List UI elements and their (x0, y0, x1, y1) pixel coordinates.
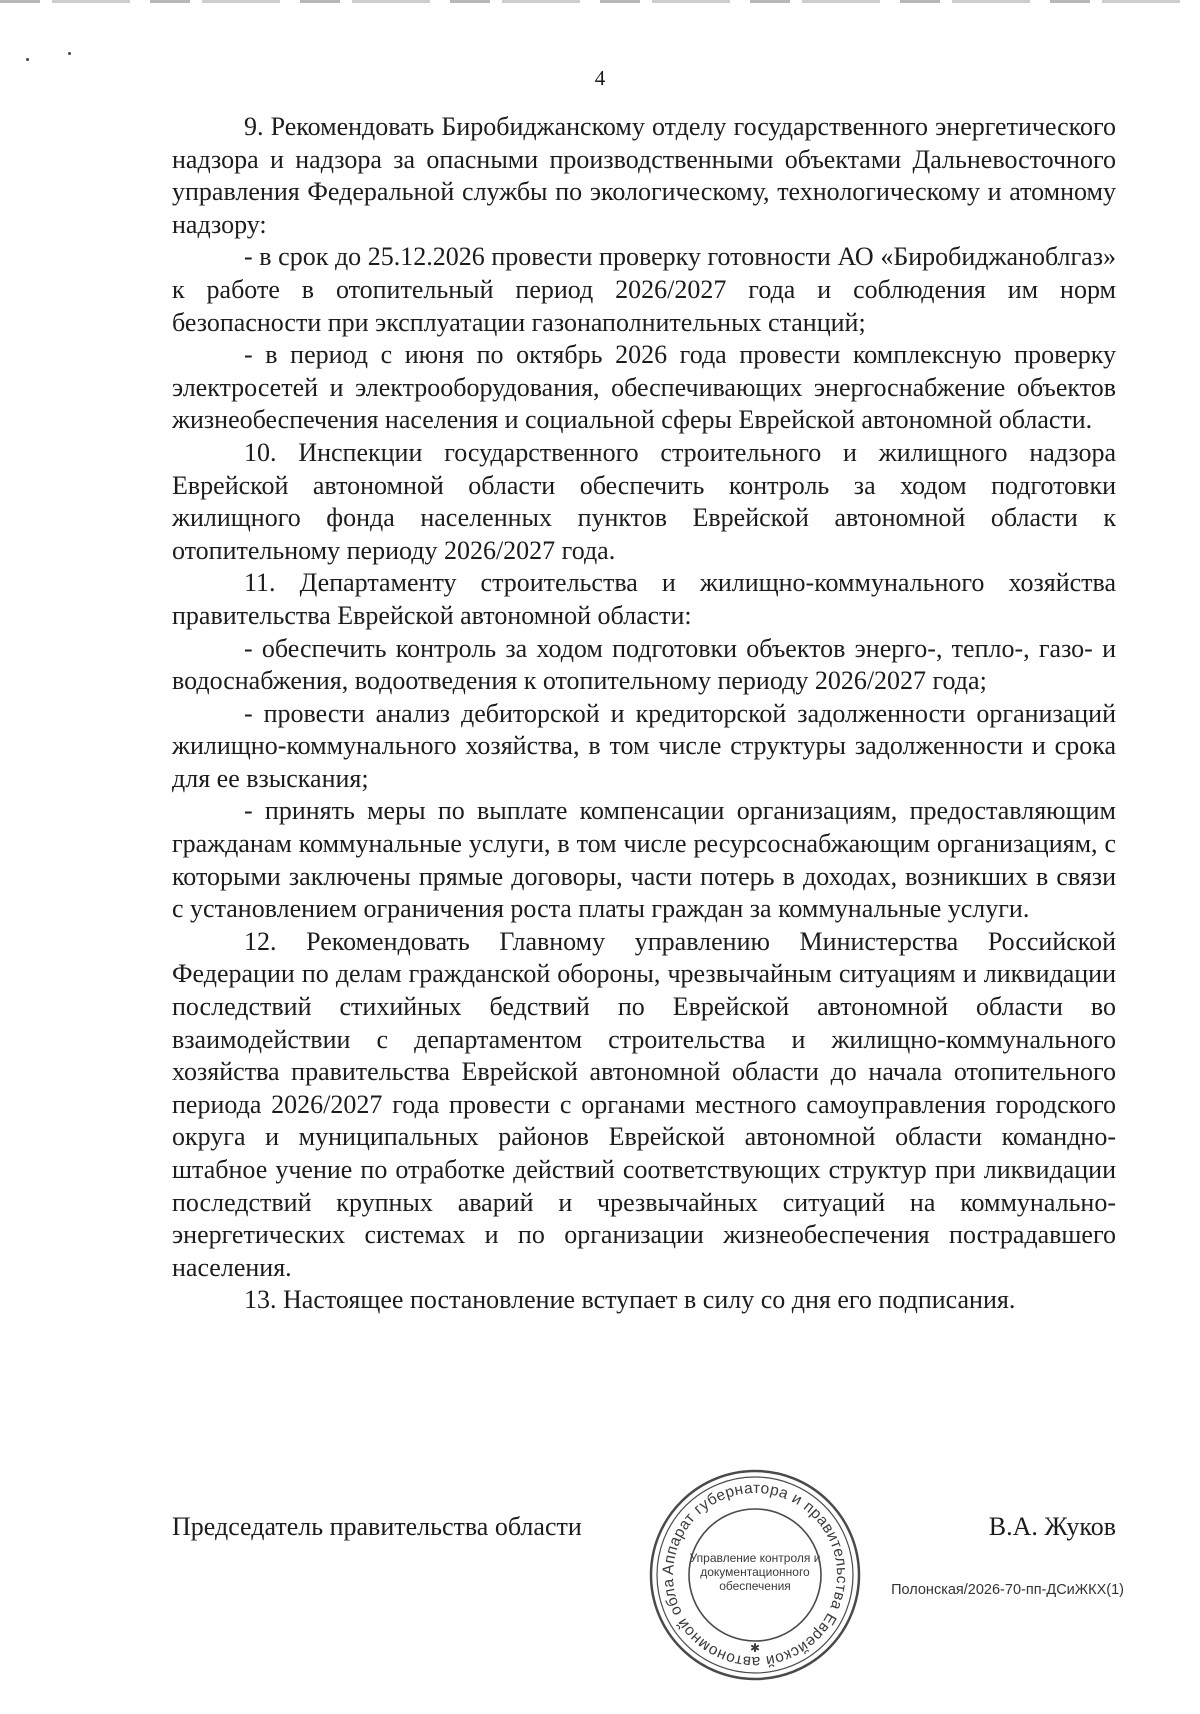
paragraph-9: 9. Рекомендовать Биробиджанскому отделу государственного энергетического надзора и надзора за опасными производственными объектами Дальневосточного управления Федеральной службы по экологическому, технологическому и атомному надзору: (172, 112, 1116, 239)
signatory-name: В.А. Жуков (988, 1512, 1116, 1541)
paragraph-10: 10. Инспекции государственного строительного и жилищного надзора Еврейской автономной области обеспечить контроль за ходом подготовки жилищного фонда населенных пунктов Еврейской автономной области к отопительному периоду 2026/2027 года. (172, 437, 1116, 565)
speck (68, 52, 71, 55)
file-reference: Полонская/2026-70-пп-ДСиЖКХ(1) (891, 1582, 1124, 1598)
paragraph-13: 13. Настоящее постановление вступает в силу со дня его подписания. (244, 1285, 1016, 1315)
stamp-center-text: Управление контроля и документационного обеспечения (689, 1551, 821, 1593)
paragraph-11: 11. Департаменту строительства и жилищно-коммунального хозяйства правительства Еврейской автономной области: (172, 568, 1116, 630)
document-body (172, 111, 1116, 1317)
scan-edge-artifact (0, 0, 1200, 3)
stamp-ring-text: Аппарат губернатора и правительства Еврейской автономной обла (659, 1479, 851, 1671)
page-number: 4 (594, 66, 606, 90)
paragraph-11-item-1: - обеспечить контроль за ходом подготовки объектов энерго-, тепло-, газо- и водоснабжения, водоотведения к отопительному периоду 2026/2027 года; (172, 633, 1116, 696)
paragraph-12: 12. Рекомендовать Главному управлению Министерства Российской Федерации по делам гражданской обороны, чрезвычайным ситуациям и ликвидации последствий стихийных бедствий по Еврейской автономной области во взаимодействии с департаментом строительства и жилищно-коммунального хозяйства правительства Еврейской автономной области до начала отопительного периода 2026/2027 года провести с органами местного самоуправления городского округа и муниципальных районов Еврейской автономной области командно-штабное учение по отработке действий соответствующих структур при ликвидации последствий крупных аварий и чрезвычайных ситуаций на коммунально-энергетических системах и по организации жизнеобеспечения пострадавшего населения. (172, 926, 1116, 1282)
speck (26, 58, 29, 61)
official-stamp (645, 1465, 865, 1685)
paragraph-9-item-1: - в срок до 25.12.2026 провести проверку готовности АО «Биробиджаноблгаз» к работе в отопительный период 2026/2027 года и соблюдения им норм безопасности при эксплуатации газонаполнительных станций; (172, 242, 1116, 337)
paragraph-11-item-3: - принять меры по выплате компенсации организациям, предоставляющим гражданам коммунальные услуги, в том числе ресурсоснабжающим организациям, с которыми заключены прямые договоры, части потерь в доходах, возникших в связи с установлением ограничения роста платы граждан за коммунальные услуги. (172, 796, 1116, 924)
paragraph-9-item-2: - в период с июня по октябрь 2026 года провести комплексную проверку электросетей и электрооборудования, обеспечивающих энергоснабжение объектов жизнеобеспечения населения и социальной сферы Еврейской автономной области. (172, 340, 1116, 435)
signatory-title: Председатель правительства области (172, 1512, 582, 1541)
paragraph-11-item-2: - провести анализ дебиторской и кредиторской задолженности организаций жилищно-коммунального хозяйства, в том числе структуры задолженности и срока для ее взыскания; (172, 698, 1116, 793)
signature-block (172, 1512, 1116, 1552)
stamp-star: ✱ (749, 1641, 761, 1655)
